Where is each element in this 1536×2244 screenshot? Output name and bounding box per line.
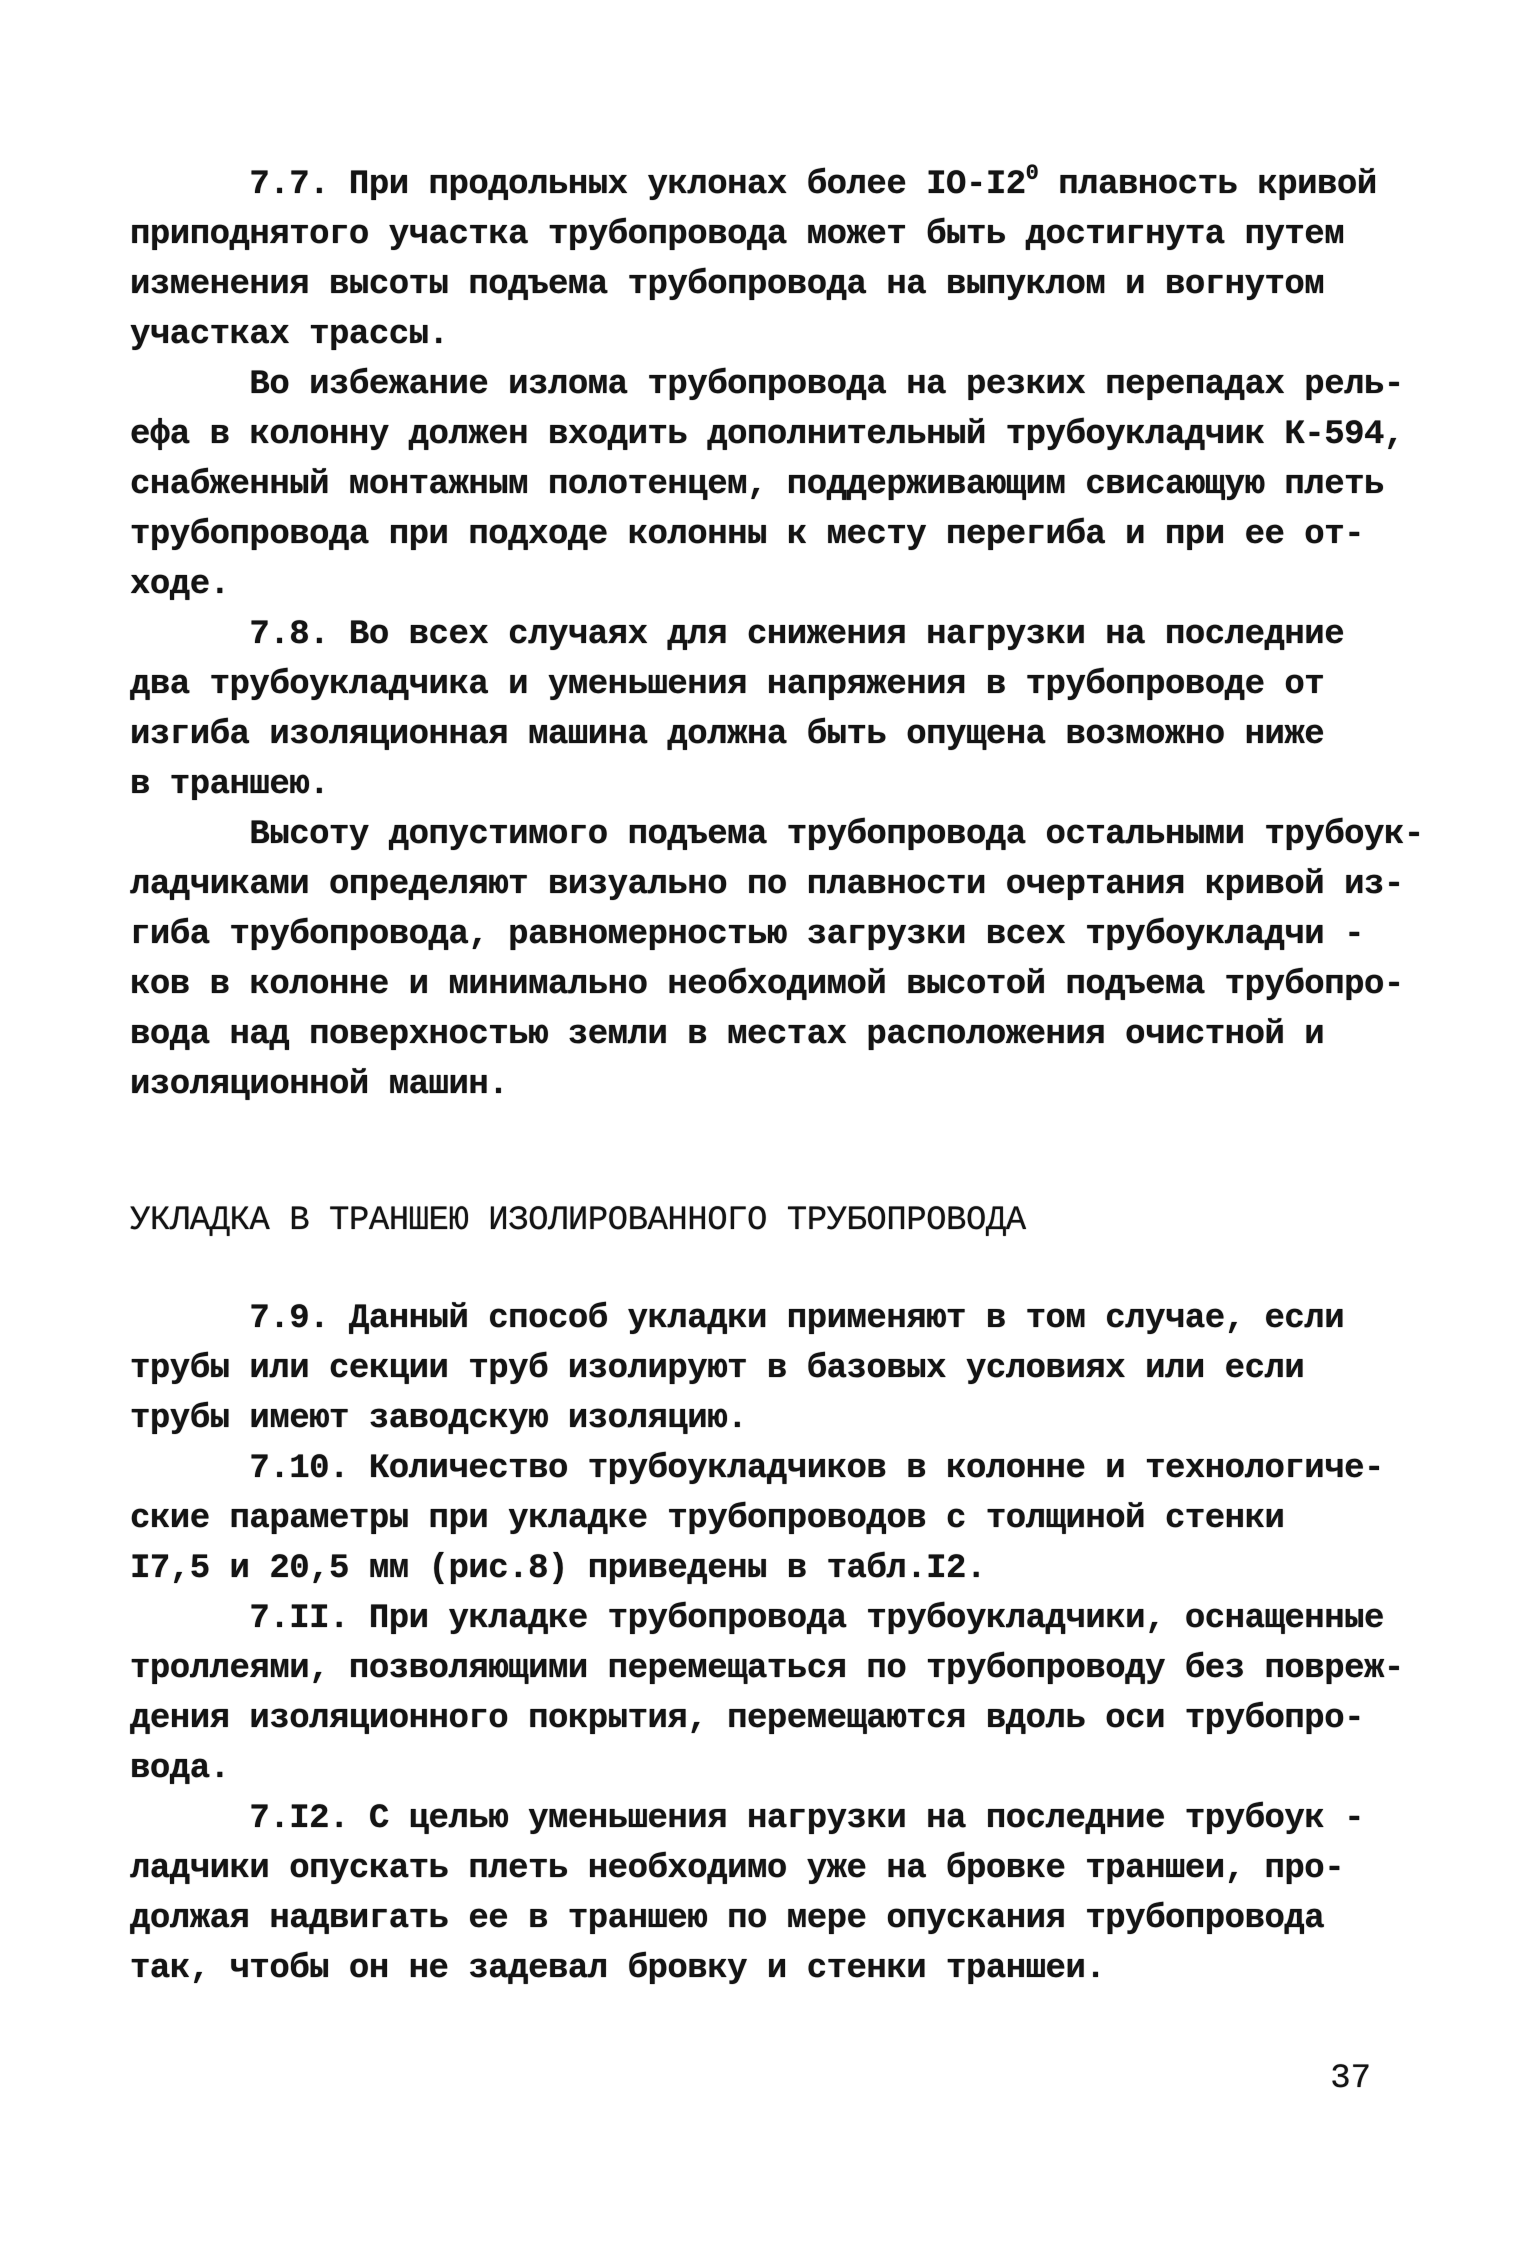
section-7-7-7-8: [130, 160, 1424, 1110]
text-line: ефа в колонну должен входить дополнительный трубоукладчик К-594,: [130, 416, 1404, 454]
text-line: трубы имеют заводскую изоляцию.: [130, 1400, 748, 1438]
text-line: Высоту допустимого подъема трубопровода остальными трубоук-: [130, 816, 1424, 854]
text-line: изоляционной машин.: [130, 1066, 509, 1104]
text-line: 7.10. Количество трубоукладчиков в колонне и технологиче-: [130, 1450, 1384, 1488]
text-line: дения изоляционного покрытия, перемещаются вдоль оси трубопро-: [130, 1700, 1365, 1738]
text-line: так, чтобы он не задевал бровку и стенки траншеи.: [130, 1950, 1106, 1988]
section-heading: УКЛАДКА В ТРАНШЕЮ ИЗОЛИРОВАННОГО ТРУБОПРОВОДА: [130, 1202, 1026, 1240]
section-7-9-7-12: [130, 1294, 1420, 1994]
text-line: ходе.: [130, 566, 230, 604]
text-line: 7.I2. С целью уменьшения нагрузки на последние трубоук -: [130, 1800, 1365, 1838]
text-line: 7.7. При продольных уклонах более $IO-I2^0$ плавность кривой: [130, 161, 1377, 204]
text-line: трубы или секции труб изолируют в базовых условиях или если: [130, 1350, 1305, 1388]
text-line: 7.II. При укладке трубопровода трубоукладчики, оснащенные: [130, 1600, 1384, 1638]
text-line: изгиба изоляционная машина должна быть опущена возможно ниже: [130, 716, 1325, 754]
text-line: ские параметры при укладке трубопроводов с толщиной стенки: [130, 1500, 1285, 1538]
degree-superscript: 0: [1025, 161, 1039, 186]
text-line: вода.: [130, 1750, 230, 1788]
text-line: изменения высоты подъема трубопровода на выпуклом и вогнутом: [130, 266, 1325, 304]
text-line: I7,5 и 20,5 мм (рис.8) приведены в табл.I2.: [130, 1550, 986, 1588]
text-line: ладчики опускать плеть необходимо уже на бровке траншеи, про-: [130, 1850, 1345, 1888]
text-line: вода над поверхностью земли в местах расположения очистной и: [130, 1016, 1325, 1054]
text-line: снабженный монтажным полотенцем, поддерживающим свисающую плеть: [130, 466, 1384, 504]
text-line: участках трассы.: [130, 316, 449, 354]
text-line: должая надвигать ее в траншею по мере опускания трубопровода: [130, 1900, 1325, 1938]
text-line: троллеями, позволяющими перемещаться по трубопроводу без повреж-: [130, 1650, 1404, 1688]
text-line: 7.8. Во всех случаях для снижения нагрузки на последние: [130, 616, 1345, 654]
text-line: ков в колонне и минимально необходимой высотой подъема трубопро-: [130, 966, 1404, 1004]
text-line: приподнятого участка трубопровода может быть достигнута путем: [130, 216, 1345, 254]
text-line: трубопровода при подходе колонны к месту перегиба и при ее от-: [130, 516, 1365, 554]
page-number: 37: [1330, 2060, 1371, 2098]
text-line: 7.9. Данный способ укладки применяют в том случае, если: [130, 1300, 1345, 1338]
text-line: два трубоукладчика и уменьшения напряжения в трубопроводе от: [130, 666, 1325, 704]
text-line: ладчиками определяют визуально по плавности очертания кривой из-: [130, 866, 1404, 904]
text-line: гиба трубопровода, равномерностью загрузки всех трубоукладчи -: [130, 916, 1365, 954]
text-line: в траншею.: [130, 766, 330, 804]
text-line: Во избежание излома трубопровода на резких перепадах рель-: [130, 366, 1404, 404]
